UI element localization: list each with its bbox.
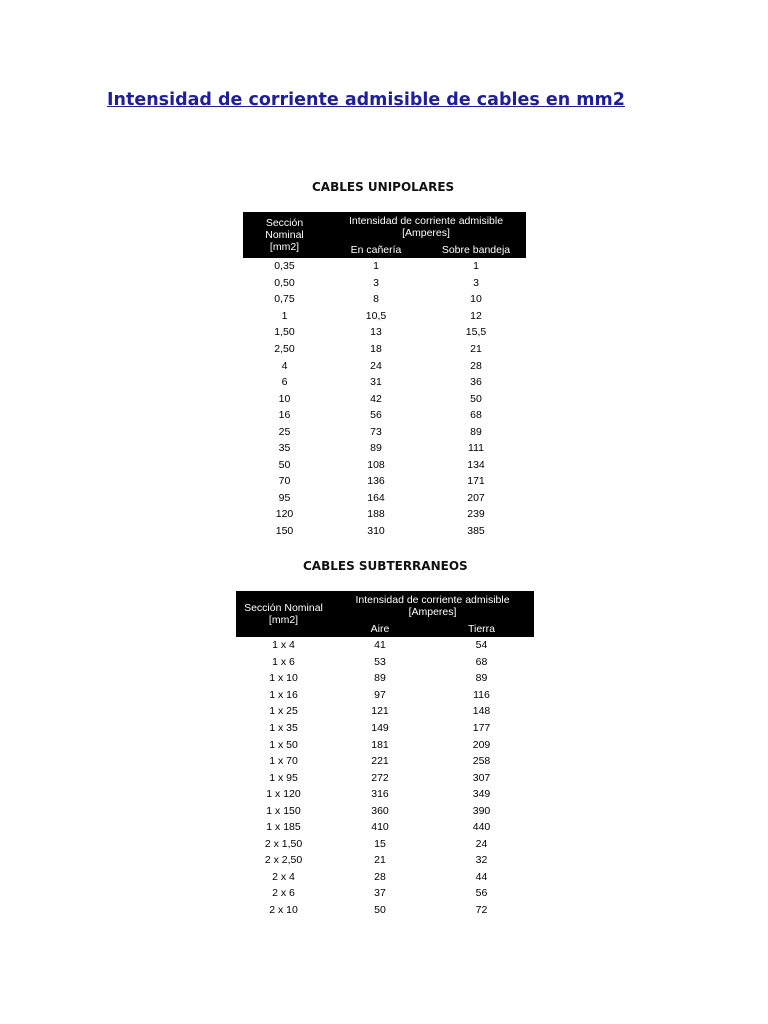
cell-seccion: 1 x 185 xyxy=(266,821,301,834)
table-row xyxy=(243,275,526,292)
cell-seccion: 2,50 xyxy=(274,343,295,355)
table-row xyxy=(243,473,526,490)
cell-value-2: 21 xyxy=(470,343,482,355)
cell-value-2: 440 xyxy=(472,821,491,834)
cell-value-1: 18 xyxy=(370,343,382,355)
header-sobre-bandeja: Sobre bandeja xyxy=(426,242,526,258)
cell-value-1: 21 xyxy=(374,854,386,867)
cell-value-2: 3 xyxy=(473,276,479,289)
table-row xyxy=(243,308,526,325)
cell-seccion: 6 xyxy=(281,376,288,389)
cell-value-2: 72 xyxy=(475,904,488,917)
header-seccion-line: [mm2] xyxy=(268,614,299,626)
cell-seccion: 1 x 120 xyxy=(266,788,301,801)
table-row xyxy=(243,440,526,457)
header-seccion-line: Nominal xyxy=(265,229,304,241)
cell-value-1: 73 xyxy=(370,425,382,438)
cell-value-2: 385 xyxy=(467,525,485,538)
table-row xyxy=(243,390,526,407)
cell-value-2: 1 xyxy=(473,260,479,273)
cell-value-2: 349 xyxy=(472,788,491,801)
cell-value-2: 36 xyxy=(470,376,482,389)
cell-seccion: 1 x 50 xyxy=(269,738,298,751)
cell-seccion: 0,50 xyxy=(274,276,295,289)
table-row xyxy=(243,324,526,341)
cell-seccion: 25 xyxy=(278,425,291,438)
cell-value-2: 24 xyxy=(475,837,488,850)
cell-value-2: 32 xyxy=(475,854,488,867)
cell-value-2: 134 xyxy=(467,458,485,471)
table-row xyxy=(236,753,534,770)
section-title-unipolares: CABLES UNIPOLARES xyxy=(312,180,455,194)
table-row xyxy=(243,341,526,358)
table-row xyxy=(243,506,526,523)
cell-value-1: 8 xyxy=(373,293,379,306)
cell-seccion: 16 xyxy=(278,409,291,422)
cell-value-2: 177 xyxy=(472,722,491,734)
cell-value-1: 136 xyxy=(367,475,385,488)
cell-value-2: 50 xyxy=(470,392,482,405)
cell-value-1: 181 xyxy=(371,738,389,751)
cell-seccion: 95 xyxy=(278,491,291,504)
cell-value-1: 53 xyxy=(374,655,386,668)
cell-seccion: 70 xyxy=(278,475,291,488)
cell-value-1: 221 xyxy=(371,755,389,768)
table-row xyxy=(243,423,526,440)
cell-value-2: 209 xyxy=(472,738,491,751)
cell-seccion: 1 x 150 xyxy=(266,804,301,817)
cell-value-2: 207 xyxy=(467,491,485,504)
cell-seccion: 1 x 10 xyxy=(269,672,298,685)
header-aire: Aire xyxy=(331,621,429,637)
table-row xyxy=(243,357,526,374)
table-row xyxy=(236,786,534,803)
header-intensidad-line: [Amperes] xyxy=(408,606,457,618)
cell-seccion: 1 x 95 xyxy=(269,771,298,784)
cell-value-1: 28 xyxy=(374,870,386,883)
table-body-unipolares xyxy=(243,258,526,539)
table-row xyxy=(243,258,526,275)
cell-seccion: 10 xyxy=(278,392,291,405)
table-row xyxy=(236,836,534,853)
cell-value-1: 37 xyxy=(374,887,386,900)
cell-value-2: 111 xyxy=(468,442,484,455)
cell-value-1: 316 xyxy=(371,788,389,801)
cell-value-1: 41 xyxy=(374,639,386,652)
cell-seccion: 50 xyxy=(278,458,291,471)
header-intensidad-line: [Amperes] xyxy=(402,227,450,239)
table-row xyxy=(243,374,526,391)
cell-seccion: 2 x 2,50 xyxy=(264,854,303,867)
cell-seccion: 1,50 xyxy=(274,326,295,339)
cell-value-1: 1 xyxy=(373,260,379,273)
cell-seccion: 2 x 4 xyxy=(272,870,295,883)
cell-value-1: 164 xyxy=(367,491,385,504)
table-row xyxy=(243,523,526,540)
cell-value-2: 390 xyxy=(472,804,491,817)
cell-value-1: 31 xyxy=(370,376,382,389)
cell-value-1: 50 xyxy=(374,904,386,917)
cell-value-2: 171 xyxy=(467,475,485,488)
header-tierra: Tierra xyxy=(429,621,534,637)
cell-seccion: 0,35 xyxy=(274,260,295,273)
header-intensidad xyxy=(331,591,534,621)
table-row xyxy=(236,769,534,786)
header-intensidad-line: Intensidad de corriente admisible xyxy=(355,594,510,606)
table-row xyxy=(236,852,534,869)
cell-value-2: 68 xyxy=(475,655,488,668)
table-row xyxy=(236,687,534,704)
cell-seccion: 4 xyxy=(281,359,288,372)
cell-value-1: 360 xyxy=(371,804,389,817)
cell-value-2: 68 xyxy=(470,409,482,422)
cell-seccion: 1 x 4 xyxy=(272,639,295,652)
cell-value-1: 42 xyxy=(370,392,382,405)
table-row xyxy=(236,819,534,836)
cell-value-1: 121 xyxy=(371,705,389,718)
cell-value-1: 149 xyxy=(371,722,389,734)
cell-seccion: 1 x 16 xyxy=(269,688,298,701)
cell-value-2: 12 xyxy=(470,309,482,322)
cell-value-1: 272 xyxy=(371,771,389,784)
cell-value-2: 10 xyxy=(470,293,482,306)
cell-value-2: 54 xyxy=(475,639,488,652)
cell-seccion: 150 xyxy=(275,525,294,538)
header-en-caneria: En cañería xyxy=(326,242,426,258)
table-row xyxy=(236,736,534,753)
cell-value-2: 307 xyxy=(472,771,491,784)
table-cables-subterraneos xyxy=(236,591,534,918)
cell-value-2: 44 xyxy=(475,870,488,883)
table-row xyxy=(236,869,534,886)
cell-value-2: 56 xyxy=(475,887,488,900)
header-seccion-nominal xyxy=(236,591,331,637)
cell-value-1: 188 xyxy=(367,508,385,521)
header-intensidad-line: Intensidad de corriente admisible xyxy=(348,215,504,227)
table-row xyxy=(236,902,534,919)
cell-seccion: 1 x 70 xyxy=(269,755,298,768)
table-row xyxy=(236,802,534,819)
table-row xyxy=(243,490,526,507)
cell-seccion: 1 x 35 xyxy=(269,722,298,734)
cell-value-2: 239 xyxy=(467,508,485,521)
cell-value-2: 89 xyxy=(470,425,482,438)
table-row xyxy=(236,885,534,902)
cell-seccion: 2 x 6 xyxy=(272,887,295,900)
table-cables-unipolares xyxy=(243,212,526,539)
cell-value-1: 89 xyxy=(374,672,386,685)
cell-seccion: 1 x 25 xyxy=(269,705,298,718)
cell-value-1: 89 xyxy=(370,442,382,455)
cell-value-1: 13 xyxy=(370,326,382,339)
table-row xyxy=(243,407,526,424)
cell-value-2: 116 xyxy=(473,688,490,701)
table-row xyxy=(236,654,534,671)
cell-seccion: 1 xyxy=(281,309,288,322)
cell-value-2: 15,5 xyxy=(465,326,487,339)
cell-value-2: 148 xyxy=(472,705,491,718)
cell-seccion: 35 xyxy=(278,442,291,455)
header-seccion-line: Sección xyxy=(265,217,304,229)
header-seccion-line: Sección Nominal xyxy=(244,602,323,614)
table-row xyxy=(236,703,534,720)
table-row xyxy=(236,637,534,654)
cell-value-1: 3 xyxy=(373,276,379,289)
table-row xyxy=(243,291,526,308)
cell-seccion: 2 x 10 xyxy=(269,904,298,917)
cell-seccion: 120 xyxy=(275,508,294,521)
cell-value-1: 15 xyxy=(374,837,386,850)
cell-value-1: 10,5 xyxy=(365,309,387,322)
cell-value-2: 258 xyxy=(472,755,491,768)
cell-seccion: 0,75 xyxy=(274,293,295,306)
table-row xyxy=(236,670,534,687)
cell-seccion: 1 x 6 xyxy=(272,655,295,668)
cell-value-1: 56 xyxy=(370,409,382,422)
cell-value-1: 310 xyxy=(367,525,385,538)
header-seccion-line: [mm2] xyxy=(269,241,300,253)
cell-value-1: 24 xyxy=(370,359,382,372)
table-body-subterraneos xyxy=(236,637,534,918)
cell-value-2: 28 xyxy=(470,359,482,372)
cell-seccion: 2 x 1,50 xyxy=(264,837,303,850)
page-title[interactable]: Intensidad de corriente admisible de cables en mm2 xyxy=(107,90,625,110)
cell-value-1: 97 xyxy=(374,688,386,701)
cell-value-2: 89 xyxy=(475,672,488,685)
section-title-subterraneos: CABLES SUBTERRANEOS xyxy=(303,559,468,573)
cell-value-1: 410 xyxy=(371,821,389,834)
header-seccion-nominal xyxy=(243,212,326,258)
table-row xyxy=(236,720,534,737)
header-intensidad xyxy=(326,212,526,242)
table-row xyxy=(243,457,526,474)
cell-value-1: 108 xyxy=(367,458,385,471)
